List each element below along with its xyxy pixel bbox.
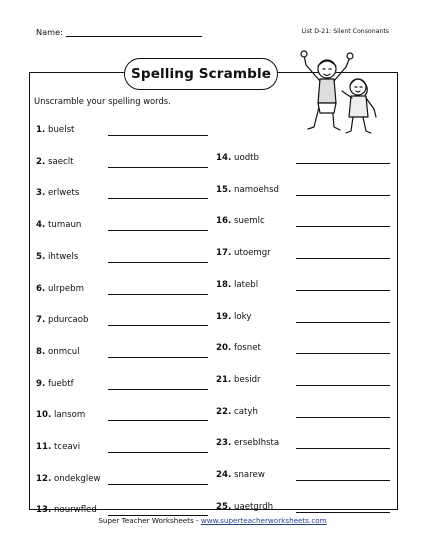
item-number: 6. xyxy=(36,283,46,294)
scrambled-word: uodtb xyxy=(234,153,259,163)
footer-prefix: Super Teacher Worksheets - xyxy=(98,516,201,525)
item-number: 2. xyxy=(36,156,46,167)
scrambled-word: ersebIhsta xyxy=(234,438,280,449)
scrambled-word: saeclt xyxy=(48,156,74,167)
worksheet-frame xyxy=(29,72,398,510)
scramble-item xyxy=(216,312,251,326)
answer-line[interactable] xyxy=(296,417,390,418)
scramble-item xyxy=(216,216,265,230)
answer-line[interactable] xyxy=(108,262,208,263)
scrambled-word: tceavi xyxy=(54,442,81,452)
item-number: 19. xyxy=(216,311,232,322)
item-number: 20. xyxy=(216,343,232,354)
scrambled-word: nourwfled xyxy=(54,505,97,516)
scrambled-word: suemlc xyxy=(234,216,265,227)
answer-line[interactable] xyxy=(108,294,208,295)
scrambled-word: besidr xyxy=(234,374,261,385)
answer-line[interactable] xyxy=(108,389,208,390)
scrambled-word: pdurcaob xyxy=(48,315,89,326)
answer-line[interactable] xyxy=(108,198,208,199)
scramble-item xyxy=(216,153,259,167)
scramble-item xyxy=(216,248,271,262)
item-number: 16. xyxy=(216,216,232,227)
item-number: 25. xyxy=(216,501,232,512)
scramble-item xyxy=(36,220,81,234)
item-number: 7. xyxy=(36,315,46,326)
answer-line[interactable] xyxy=(108,230,208,231)
scrambled-word: ondekglew xyxy=(54,473,101,484)
answer-line[interactable] xyxy=(108,357,208,358)
cheering-kids-illustration xyxy=(296,47,382,135)
answer-line[interactable] xyxy=(296,448,390,449)
scrambled-word: fosnet xyxy=(234,343,261,354)
item-number: 3. xyxy=(36,188,46,199)
scrambled-word: catyh xyxy=(234,406,258,417)
scramble-item xyxy=(36,315,88,329)
name-line[interactable] xyxy=(66,36,202,37)
name-label: Name: xyxy=(36,27,63,37)
item-number: 12. xyxy=(36,473,52,484)
scramble-item xyxy=(216,185,279,199)
item-number: 4. xyxy=(36,220,46,231)
scrambled-word: onmcul xyxy=(48,346,80,357)
scrambled-word: erlwets xyxy=(48,188,80,199)
scramble-item xyxy=(216,280,258,294)
scramble-item xyxy=(36,505,97,519)
scramble-item xyxy=(36,347,80,361)
item-number: 14. xyxy=(216,153,232,163)
scramble-item xyxy=(216,438,279,452)
footer-link[interactable]: www.superteacherworksheets.com xyxy=(200,516,327,525)
answer-line[interactable] xyxy=(296,258,390,259)
scramble-item xyxy=(36,442,80,456)
scramble-item xyxy=(36,410,85,424)
scramble-item xyxy=(36,157,74,171)
scrambled-word: uaetgrdh xyxy=(234,501,274,512)
answer-line[interactable] xyxy=(108,420,208,421)
item-number: 21. xyxy=(216,374,232,385)
answer-line[interactable] xyxy=(296,512,390,513)
scramble-item xyxy=(216,407,258,421)
scramble-item xyxy=(36,252,78,266)
answer-line[interactable] xyxy=(296,163,390,164)
answer-line[interactable] xyxy=(296,195,390,196)
scrambled-word: namoehsd xyxy=(234,184,280,195)
answer-line[interactable] xyxy=(296,480,390,481)
answer-line[interactable] xyxy=(108,515,208,516)
scrambled-word: fuebtf xyxy=(48,378,74,389)
item-number: 11. xyxy=(36,442,52,452)
answer-line[interactable] xyxy=(108,135,208,136)
scramble-item xyxy=(36,474,101,488)
item-number: 5. xyxy=(36,251,46,262)
answer-line[interactable] xyxy=(296,385,390,386)
scramble-item xyxy=(36,379,74,393)
scramble-item xyxy=(216,343,261,357)
scrambled-word: lansom xyxy=(54,410,86,421)
answer-line[interactable] xyxy=(296,322,390,323)
item-number: 15. xyxy=(216,184,232,195)
item-number: 18. xyxy=(216,279,232,290)
worksheet-title: Spelling Scramble xyxy=(124,58,278,90)
answer-line[interactable] xyxy=(108,167,208,168)
answer-line[interactable] xyxy=(296,290,390,291)
item-number: 9. xyxy=(36,378,46,389)
answer-line[interactable] xyxy=(108,325,208,326)
item-number: 17. xyxy=(216,248,232,259)
answer-line[interactable] xyxy=(108,484,208,485)
scramble-item xyxy=(36,284,84,298)
item-number: 1. xyxy=(36,125,46,135)
scrambled-word: tumaun xyxy=(48,220,82,231)
answer-line[interactable] xyxy=(296,226,390,227)
item-number: 24. xyxy=(216,470,232,480)
item-number: 13. xyxy=(36,505,52,516)
scrambled-word: ihtwels xyxy=(48,251,79,262)
item-number: 23. xyxy=(216,438,232,449)
scramble-item xyxy=(216,502,273,516)
instructions: Unscramble your spelling words. xyxy=(34,96,171,106)
scrambled-word: ulrpebm xyxy=(48,283,84,294)
scramble-item xyxy=(36,125,74,139)
scramble-item xyxy=(36,188,79,202)
scrambled-word: utoemgr xyxy=(234,248,271,259)
scrambled-word: loky xyxy=(234,311,252,322)
answer-line[interactable] xyxy=(296,353,390,354)
item-number: 8. xyxy=(36,346,46,357)
item-number: 22. xyxy=(216,406,232,417)
scrambled-word: buelst xyxy=(48,125,75,135)
scramble-item xyxy=(216,470,265,484)
scrambled-word: snarew xyxy=(234,470,265,480)
scramble-item xyxy=(216,375,261,389)
scrambled-word: latebl xyxy=(234,279,259,290)
answer-line[interactable] xyxy=(108,452,208,453)
list-id: List D-21: Silent Consonants xyxy=(301,28,389,35)
item-number: 10. xyxy=(36,410,52,421)
